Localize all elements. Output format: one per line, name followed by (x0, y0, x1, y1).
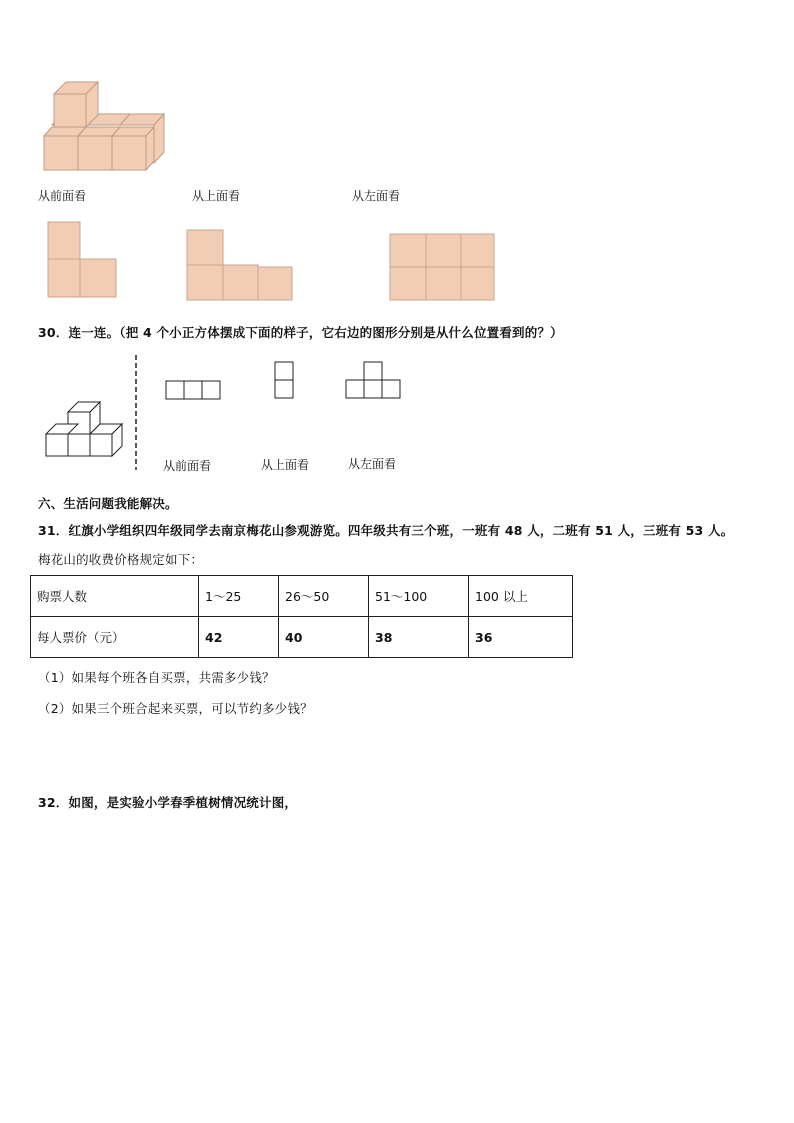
sub-question-2: （2）如果三个班合起来买票，可以节约多少钱？ (38, 701, 313, 716)
table-cell: 40 (279, 617, 369, 658)
view-label-left: 从左面看 (352, 189, 401, 203)
table-cell: 42 (199, 617, 279, 658)
q30-label-left: 从左面看 (348, 457, 397, 471)
question-30-prompt: 30．连一连。（把 4 个小正方体摆成下面的样子，它右边的图形分别是从什么位置看到的？） (38, 325, 563, 340)
table-cell: 100 以上 (469, 576, 573, 617)
table-cell: 51～100 (369, 576, 469, 617)
table-intro: 梅花山的收费价格规定如下： (38, 552, 204, 567)
q30-label-top: 从上面看 (261, 458, 310, 472)
question-31-prompt: 31．红旗小学组织四年级同学去南京梅花山参观游览。四年级共有三个班，一班有 48 人，二班有 51 人，三班有 53 人。 (38, 523, 734, 538)
view-label-top: 从上面看 (192, 189, 241, 203)
table-cell: 购票人数 (31, 576, 199, 617)
table-cell: 1～25 (199, 576, 279, 617)
sub-question-1: （1）如果每个班各自买票，共需多少钱？ (38, 670, 275, 685)
view-label-front: 从前面看 (38, 189, 87, 203)
table-cell: 26～50 (279, 576, 369, 617)
table-row (31, 617, 573, 658)
question-32-prompt: 32．如图，是实验小学春季植树情况统计图， (38, 795, 298, 810)
price-table (30, 575, 573, 658)
table-cell: 38 (369, 617, 469, 658)
section-heading: 六、生活问题我能解决。 (38, 496, 178, 511)
q30-label-front: 从前面看 (163, 459, 212, 473)
table-cell: 每人票价（元） (31, 617, 199, 658)
table-row (31, 576, 573, 617)
table-cell: 36 (469, 617, 573, 658)
